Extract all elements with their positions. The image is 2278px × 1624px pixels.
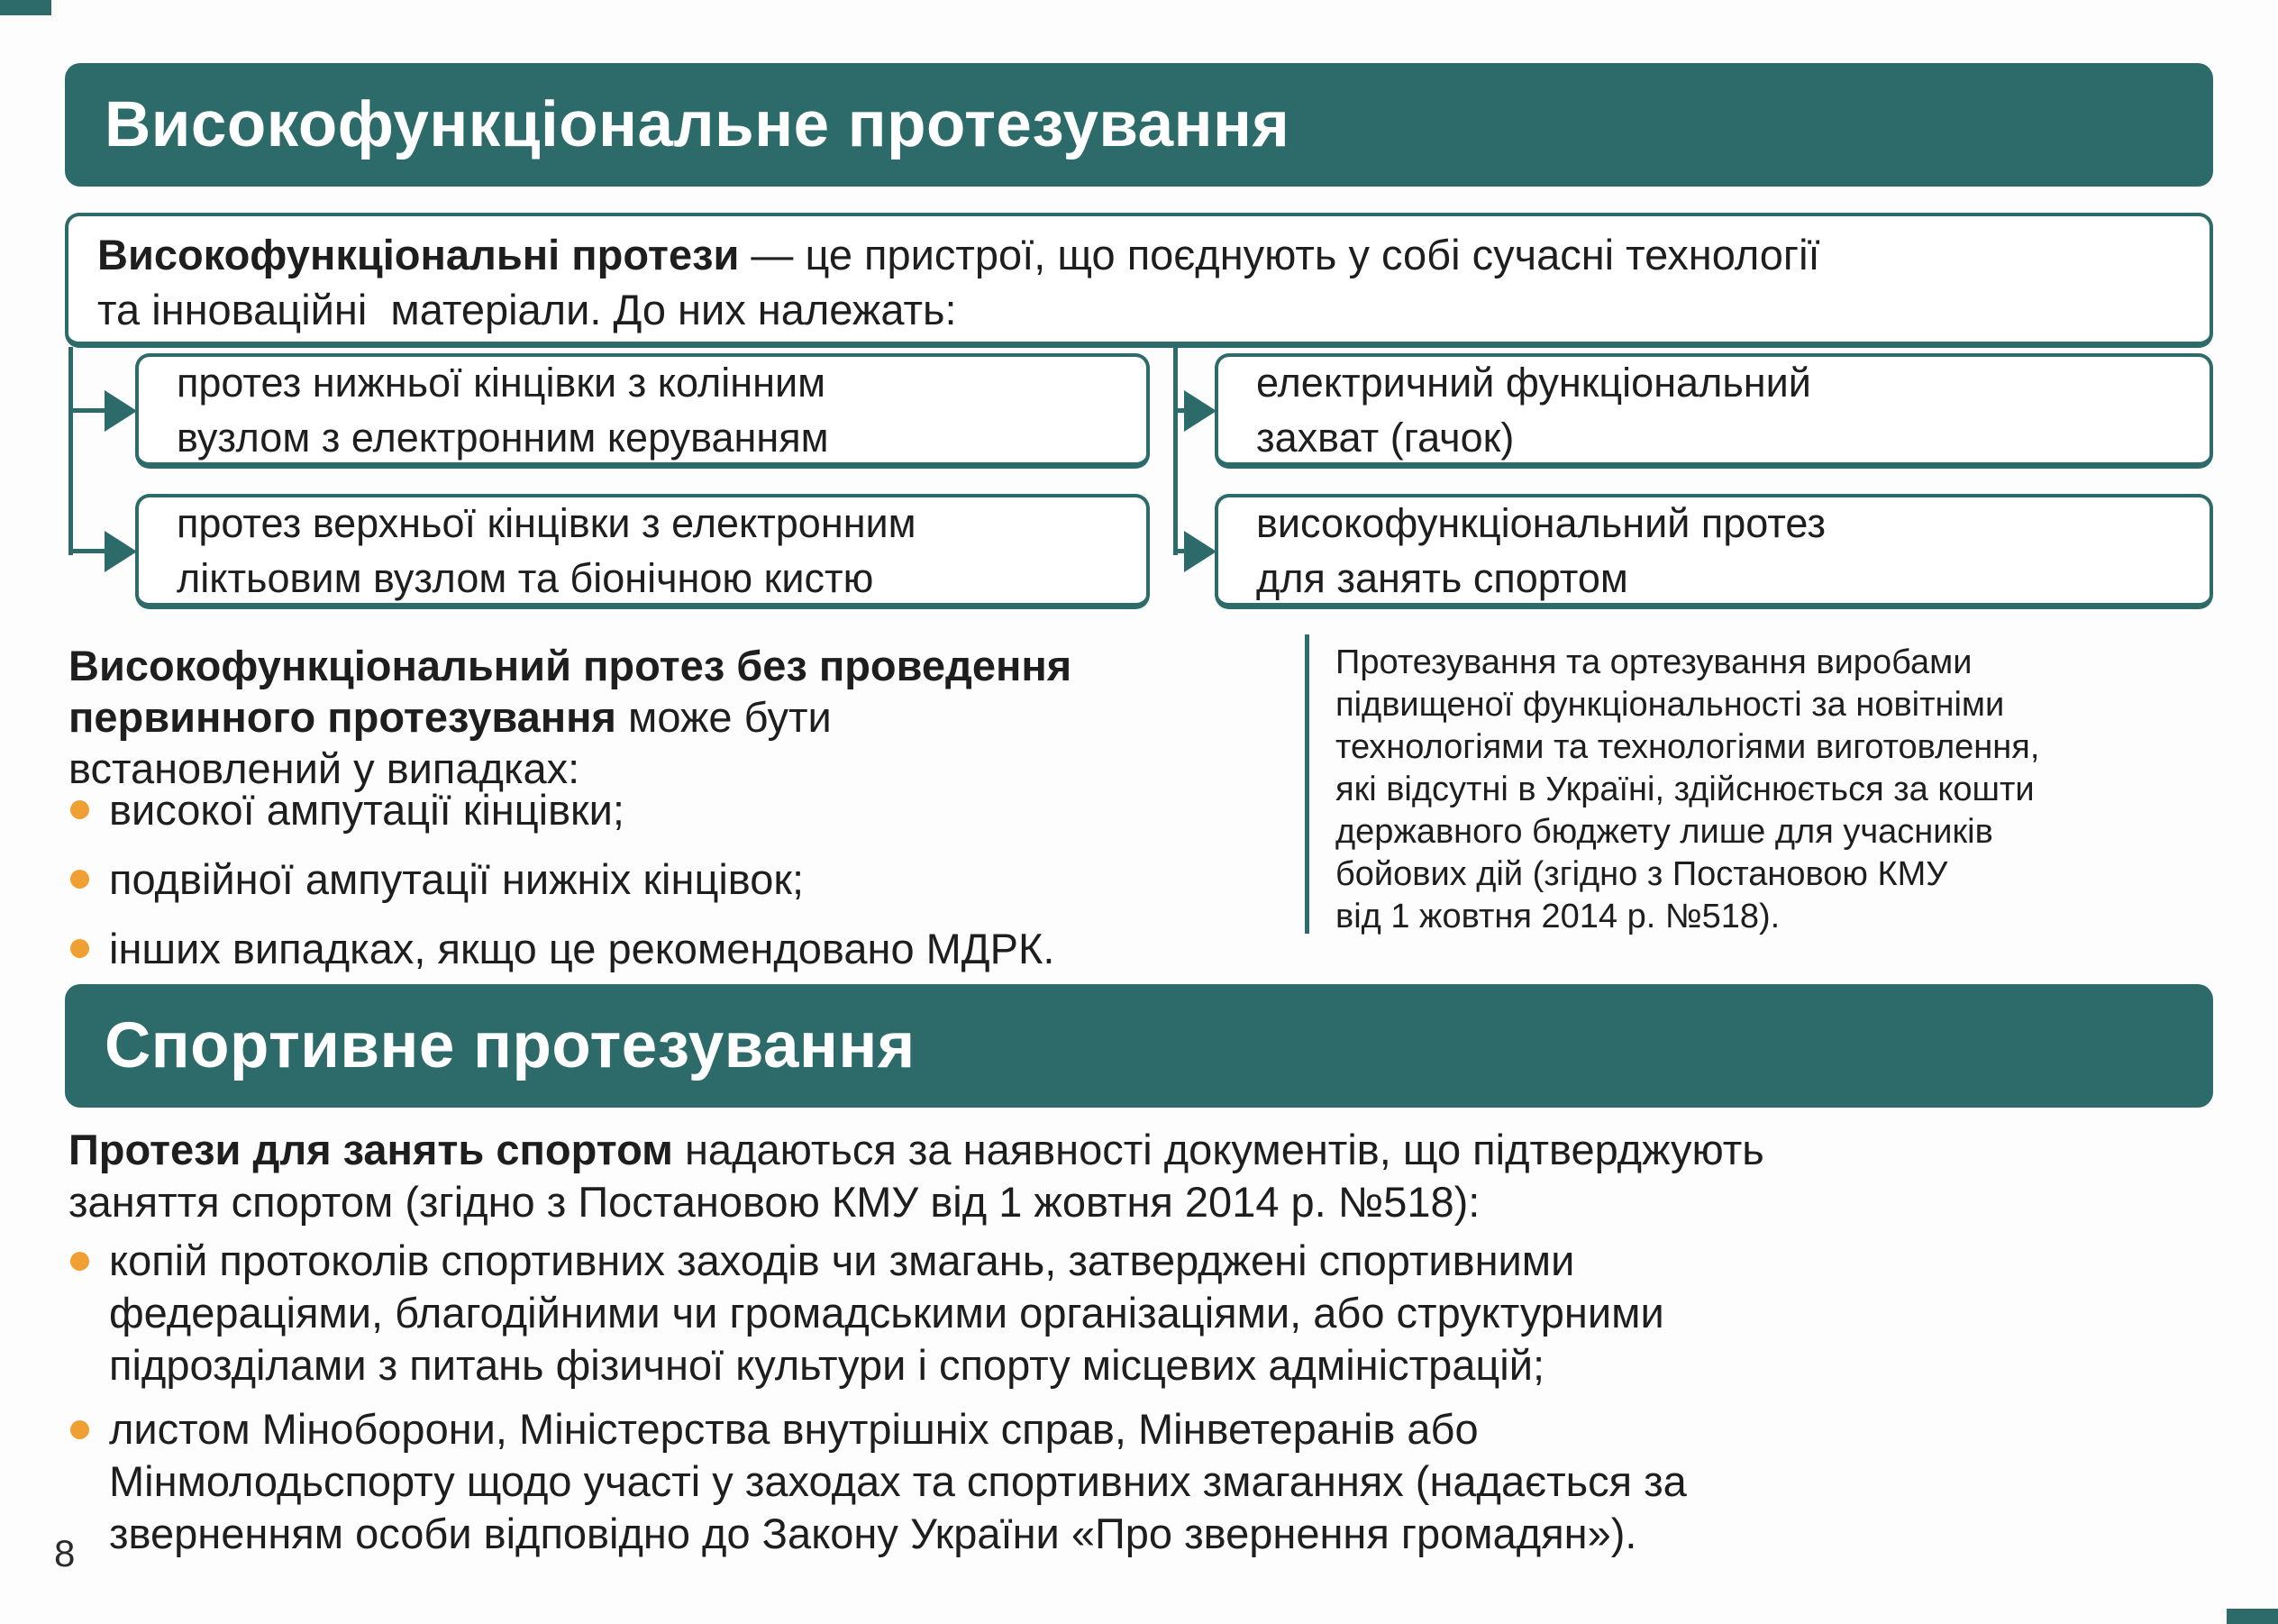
note-line: технологіями та технологіями виготовлення,	[1335, 728, 2040, 766]
cases-line-2-rest: може бути	[615, 693, 832, 741]
cases-line-2-bold: первинного протезування	[68, 693, 616, 741]
cases-line-2	[68, 691, 1071, 743]
flow-box-sport-prosthesis	[1215, 494, 2213, 609]
bullet-icon	[70, 1420, 89, 1439]
sport-line-1	[68, 1124, 1764, 1176]
note-line: від 1 жовтня 2014 р. №518).	[1335, 898, 1781, 935]
definition-box	[65, 213, 2213, 348]
cases-line-1: Високофункціональний протез без проведення	[68, 642, 1072, 689]
page-number: 8	[54, 1532, 76, 1574]
flow-box-text: протез нижньої кінцівки з колінним	[177, 359, 826, 406]
list-item-line: Мінмолодьспорту щодо участі у заходах та спортивних змаганнях (надається за	[109, 1457, 1687, 1505]
flow-box-electric-hook	[1215, 353, 2213, 469]
connector-line-left	[68, 347, 73, 555]
definition-line-1	[97, 227, 2210, 282]
corner-decoration-top-left	[0, 0, 51, 15]
flow-box-text: вузлом з електронним керуванням	[177, 414, 829, 461]
list-item	[70, 922, 1054, 974]
note-line: державного бюджету лише для учасників	[1335, 813, 1993, 851]
cases-line-3: встановлений у випадках:	[68, 744, 580, 792]
list-item	[70, 853, 1054, 905]
arrow-right-icon	[105, 390, 137, 432]
connector-line-right	[1173, 347, 1178, 555]
list-item-line: підрозділами з питань фізичної культури і спорту місцевих адміністрацій;	[109, 1341, 1545, 1389]
sport-line-1-rest: надаються за наявності документів, що підтверджують	[672, 1126, 1764, 1173]
list-item	[70, 1403, 1687, 1560]
bullet-icon	[70, 939, 89, 958]
flow-box-text: для занять спортом	[1256, 554, 1628, 601]
section-title: Високофункціональне протезування	[105, 89, 1290, 160]
definition-text: — це пристрої, що поєднують у собі сучасні технології	[739, 231, 1820, 278]
arrow-right-icon	[1184, 390, 1216, 432]
list-item-text: інших випадках, якщо це рекомендовано МДРК.	[109, 924, 1055, 972]
bullet-icon	[70, 1252, 89, 1271]
sport-paragraph	[68, 1124, 1764, 1228]
cases-paragraph	[68, 640, 1071, 794]
list-item-line: зверненням особи відповідно до Закону України «Про звернення громадян»).	[109, 1510, 1637, 1557]
list-item-text: подвійної ампутації нижніх кінцівок;	[109, 854, 805, 903]
arrow-right-icon	[105, 531, 137, 572]
note-line: бойових дій (згідно з Постановою КМУ	[1335, 855, 1948, 893]
section-header-high-functional	[65, 63, 2213, 187]
definition-term: Високофункціональні протези	[97, 231, 740, 278]
flow-box-upper-limb	[135, 494, 1150, 609]
list-item-text	[109, 1235, 1664, 1391]
bullet-icon	[70, 800, 89, 819]
list-item-line: копій протоколів спортивних заходів чи змагань, затверджені спортивними	[109, 1236, 1575, 1284]
note-line: які відсутні в Україні, здійснюється за кошти	[1335, 771, 2035, 808]
budget-note	[1335, 642, 2039, 938]
flow-box-text: захват (гачок)	[1256, 414, 1515, 461]
sport-line-2: заняття спортом (згідно з Постановою КМУ від 1 жовтня 2014 р. №518):	[68, 1178, 1481, 1226]
list-item	[70, 783, 1054, 835]
note-line: підвищеної функціональності за новітніми	[1335, 686, 2005, 724]
flow-box-text: протез верхньої кінцівки з електронним	[177, 499, 916, 546]
flow-box-lower-limb	[135, 353, 1150, 469]
vertical-divider	[1305, 634, 1309, 934]
list-item	[70, 1235, 1687, 1391]
section-title: Спортивне протезування	[105, 1010, 916, 1081]
list-item-text	[109, 1403, 1687, 1560]
bullet-icon	[70, 870, 89, 889]
corner-decoration-bottom-right	[2227, 1609, 2278, 1624]
section-header-sport	[65, 984, 2213, 1108]
flow-box-text: електричний функціональний	[1256, 359, 1811, 406]
sport-bullet-list	[70, 1235, 1687, 1572]
list-item-line: листом Міноборони, Міністерства внутрішніх справ, Мінветеранів або	[109, 1405, 1479, 1453]
list-item-text: високої ампутації кінцівки;	[109, 785, 624, 834]
flow-box-text: ліктьовим вузлом та біонічною кистю	[177, 554, 874, 601]
definition-line-2: та інноваційні матеріали. До них належать:	[97, 286, 957, 333]
arrow-right-icon	[1184, 531, 1216, 572]
list-item-line: федераціями, благодійними чи громадськими організаціями, або структурними	[109, 1289, 1664, 1337]
sport-line-1-bold: Протези для занять спортом	[68, 1126, 673, 1173]
flow-box-text: високофункціональний протез	[1256, 499, 1827, 546]
cases-bullet-list	[70, 783, 1054, 991]
note-line: Протезування та ортезування виробами	[1335, 643, 1973, 681]
